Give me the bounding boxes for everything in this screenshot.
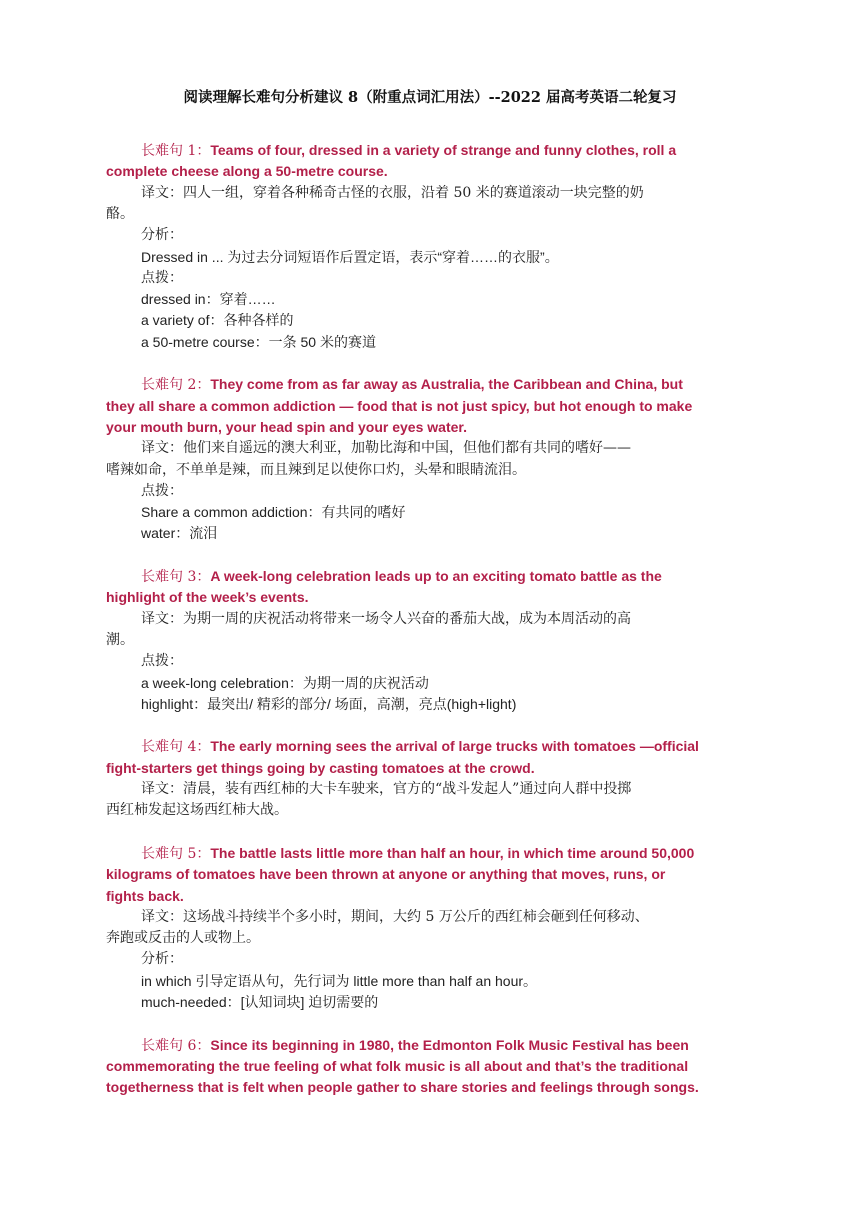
sentence-label: 长难句 4：	[141, 739, 211, 756]
translation-line	[106, 800, 288, 821]
sentence-line	[141, 374, 683, 396]
sentence-text: fight-starters get things going by casting tomatoes at the crowd.	[106, 759, 535, 776]
analysis-heading	[141, 225, 183, 246]
analysis-line	[141, 971, 537, 993]
sentence-text: Teams of four, dressed in a variety of strange and funny clothes, roll a	[210, 142, 677, 158]
analysis-text: in which 引导定语从句，先行词为 little more than half an hour。	[141, 972, 538, 989]
tip-text: Share a common addiction：有共同的嗜好	[141, 504, 406, 521]
sentence-label: 长难句 2：	[141, 377, 211, 394]
tip-text: a week-long celebration：为期一周的庆祝活动	[141, 674, 429, 691]
sentence-text: togetherness that is felt when people gather to share stories and feelings through songs.	[106, 1079, 699, 1096]
sentence-line	[141, 843, 694, 865]
translation-line	[106, 928, 260, 949]
sentence-line	[106, 1056, 688, 1078]
tips-label: 点拨：	[141, 653, 183, 670]
translation-text: 奔跑或反击的人或物上。	[106, 930, 260, 947]
translation-text: 译文：这场战斗持续半个多小时，期间，大约 5 万公斤的西红柿会砸到任何移动、	[141, 908, 649, 925]
sentence-text: A week-long celebration leads up to an exciting tomato battle as the	[210, 568, 662, 584]
analysis-line	[141, 992, 378, 1014]
translation-line	[141, 438, 631, 459]
sentence-line	[141, 566, 662, 588]
analysis-label: 分析：	[141, 227, 183, 244]
analysis-label: 分析：	[141, 951, 183, 968]
tip-line	[141, 502, 406, 524]
translation-text: 译文：清晨，装有西红柿的大卡车驶来，官方的“战斗发起人”通过向人群中投掷	[141, 781, 632, 797]
translation-text: 嗜辣如命，不单单是辣，而且辣到足以使你口灼，头晕和眼睛流泪。	[106, 461, 526, 478]
tip-text: highlight：最突出/ 精彩的部分/ 场面，高潮，亮点(high+light)	[141, 695, 517, 712]
translation-text: 译文：为期一周的庆祝活动将带来一场令人兴奋的番茄大战，成为本周活动的高	[141, 610, 631, 627]
sentence-line	[141, 140, 676, 162]
sentence-label: 长难句 1：	[141, 143, 211, 159]
sentence-line	[106, 864, 665, 886]
sentence-text: kilograms of tomatoes have been thrown at anyone or anything that moves, runs, or	[106, 866, 666, 883]
sentence-line	[106, 1077, 699, 1099]
sentence-text: they all share a common addiction — food that is not just spicy, but hot enough to make	[106, 397, 693, 414]
tip-text: dressed in：穿着……	[141, 291, 276, 308]
translation-line	[141, 183, 644, 204]
translation-text: 译文：四人一组，穿着各种稀奇古怪的衣服，沿着 50 米的赛道滚动一块完整的奶	[141, 184, 644, 201]
analysis-text: Dressed in ... 为过去分词短语作后置定语，表示“穿着……的衣服”。	[141, 248, 559, 265]
translation-line	[106, 630, 134, 651]
sentence-label: 长难句 3：	[141, 569, 211, 585]
sentence-line	[106, 396, 692, 418]
translation-text: 潮。	[106, 631, 134, 648]
tips-heading	[141, 481, 183, 502]
analysis-line	[141, 247, 559, 269]
translation-text: 酪。	[106, 205, 134, 222]
translation-text: 译文：他们来自遥远的澳大利亚，加勒比海和中国，但他们都有共同的嗜好——	[141, 440, 631, 457]
sentence-text: fights back.	[106, 887, 184, 904]
tip-line	[141, 523, 217, 545]
translation-line	[106, 460, 526, 481]
translation-line	[141, 779, 631, 800]
sentence-line	[106, 886, 184, 908]
sentence-text: complete cheese along a 50-metre course.	[106, 163, 388, 180]
tips-label: 点拨：	[141, 269, 183, 286]
tip-line	[141, 310, 293, 332]
sentence-line	[141, 736, 699, 758]
sentence-line	[106, 161, 388, 183]
sentence-line	[141, 1035, 689, 1057]
sentence-text: The early morning sees the arrival of large trucks with tomatoes —official	[210, 738, 699, 755]
tip-line	[141, 694, 516, 716]
sentence-line	[106, 417, 467, 439]
sentence-text: Since its beginning in 1980, the Edmonton Folk Music Festival has been	[210, 1036, 689, 1053]
tip-line	[141, 289, 276, 311]
tip-text: water：流泪	[141, 525, 218, 542]
tip-line	[141, 332, 376, 354]
sentence-line	[106, 587, 309, 609]
tips-label: 点拨：	[141, 482, 183, 499]
translation-line	[141, 609, 631, 630]
tip-text: a 50-metre course：一条 50 米的赛道	[141, 333, 376, 350]
tip-text: a variety of：各种各样的	[141, 312, 294, 329]
sentence-text: your mouth burn, your head spin and your eyes water.	[106, 418, 467, 435]
sentence-text: highlight of the week’s events.	[106, 589, 309, 606]
tips-heading	[141, 651, 183, 672]
translation-line	[141, 907, 649, 928]
tips-heading	[141, 268, 183, 289]
translation-text: 西红柿发起这场西红柿大战。	[106, 802, 288, 819]
tip-line	[141, 673, 429, 695]
sentence-line	[106, 758, 535, 780]
sentence-text: They come from as far away as Australia, the Caribbean and China, but	[210, 376, 683, 393]
sentence-label: 长难句 5：	[141, 845, 211, 862]
sentence-text: commemorating the true feeling of what folk music is all about and that’s the traditional	[106, 1057, 689, 1074]
analysis-heading	[141, 949, 183, 970]
sentence-text: The battle lasts little more than half an hour, in which time around 50,000	[210, 844, 695, 861]
document-title: 阅读理解长难句分析建议 8（附重点词汇用法）--2022 届高考英语二轮复习	[183, 89, 677, 106]
translation-line	[106, 204, 134, 225]
sentence-label: 长难句 6：	[141, 1037, 211, 1054]
analysis-text: much-needed：[认知词块] 迫切需要的	[141, 994, 379, 1010]
